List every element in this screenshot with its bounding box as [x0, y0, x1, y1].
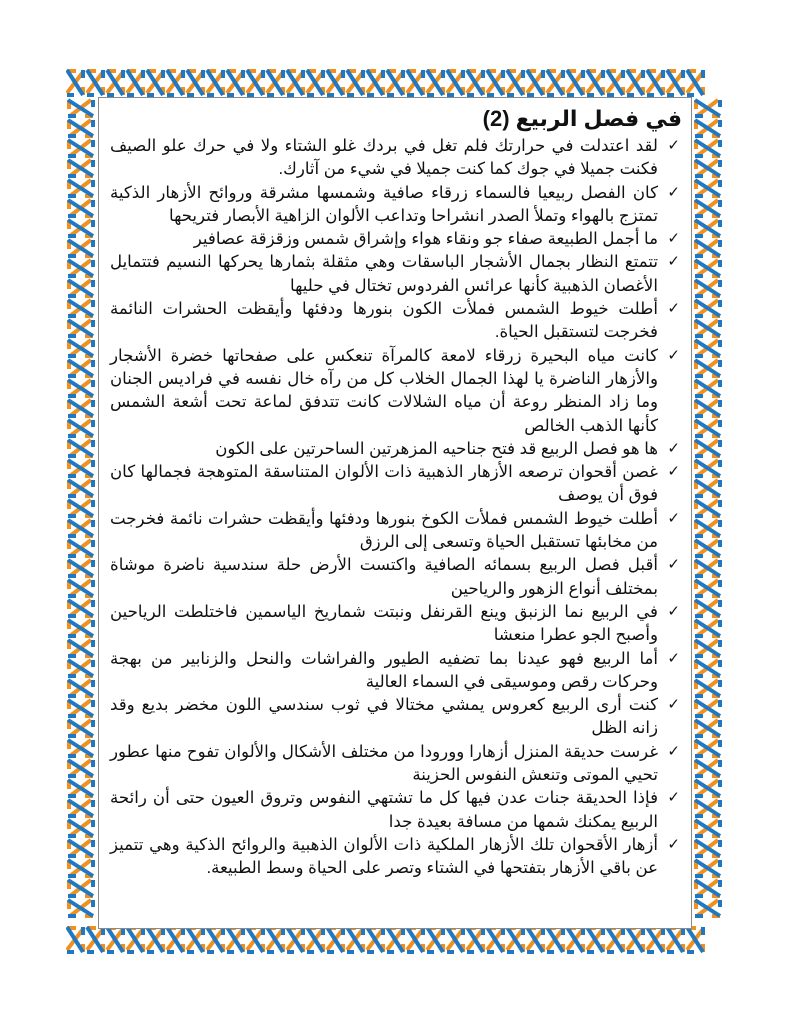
list-item — [110, 786, 682, 833]
knot-tile — [667, 70, 683, 95]
knot-tile — [68, 220, 93, 236]
list-item-text: ما أجمل الطبيعة صفاء جو ونقاء هواء وإشراق شمس وزقزقة عصافير — [193, 229, 658, 249]
knot-tile — [267, 927, 283, 952]
knot-tile — [68, 700, 93, 716]
knot-tile — [547, 927, 563, 952]
knot-tile — [487, 927, 503, 952]
knot-tile — [695, 180, 720, 196]
knot-tile — [227, 70, 243, 95]
knot-tile — [147, 927, 163, 952]
knot-tile — [407, 70, 423, 95]
knot-tile — [507, 70, 523, 95]
knot-tile — [367, 70, 383, 95]
list-item-text: أما الربيع فهو عيدنا بما تضفيه الطيور والفراشات والنحل والزنابير من بهجة وحركات رقص وموسيقى في السماء العالية — [110, 648, 658, 691]
knot-tile — [695, 120, 720, 136]
knot-tile — [68, 360, 93, 376]
knot-tile — [627, 70, 643, 95]
knot-tile — [68, 500, 93, 516]
knot-tile — [68, 380, 93, 396]
knot-tile — [695, 580, 720, 596]
checkmark-icon: ✓ — [667, 438, 680, 457]
knot-tile — [68, 780, 93, 796]
knot-tile — [467, 927, 483, 952]
knot-tile — [695, 420, 720, 436]
knot-tile — [207, 70, 223, 95]
knot-tile — [695, 840, 720, 856]
knot-tile — [695, 600, 720, 616]
knot-tile — [695, 400, 720, 416]
knot-tile — [247, 927, 263, 952]
list-item — [110, 437, 682, 460]
list-item — [110, 181, 682, 228]
knot-tile — [407, 927, 423, 952]
knot-tile — [68, 280, 93, 296]
knot-tile — [667, 927, 683, 952]
knot-tile — [68, 140, 93, 156]
knot-tile — [68, 120, 93, 136]
knot-tile — [647, 927, 663, 952]
list-item-text: أقبل فصل الربيع بسمائه الصافية واكتست الأرض حلة سندسية ناضرة موشاة بمختلف أنواع الزهور والرياحين — [110, 555, 658, 598]
knot-tile — [347, 927, 363, 952]
list-item — [110, 647, 682, 694]
list-item — [110, 693, 682, 740]
knot-tile — [695, 520, 720, 536]
list-item — [110, 460, 682, 507]
knot-tile — [68, 180, 93, 196]
knot-tile — [607, 70, 623, 95]
knot-tile — [627, 927, 643, 952]
list-item — [110, 833, 682, 880]
knot-tile — [87, 70, 103, 95]
knot-tile — [68, 840, 93, 856]
knot-tile — [507, 927, 523, 952]
knot-tile — [68, 160, 93, 176]
knot-tile — [607, 927, 623, 952]
list-item-text: غصن أقحوان ترصعه الأزهار الذهبية ذات الألوان المتناسقة المتوهجة فجمالها كان فوق أن يوصف — [110, 462, 658, 505]
knot-tile — [68, 820, 93, 836]
list-item — [110, 250, 682, 297]
knot-tile — [68, 580, 93, 596]
knot-tile — [567, 927, 583, 952]
knot-tile — [695, 440, 720, 456]
knot-tile — [567, 70, 583, 95]
knot-tile — [68, 260, 93, 276]
knot-tile — [68, 660, 93, 676]
knot-tile — [695, 880, 720, 896]
knot-tile — [427, 927, 443, 952]
knot-tile — [247, 70, 263, 95]
knot-tile — [695, 280, 720, 296]
knot-tile — [695, 500, 720, 516]
list-item — [110, 344, 682, 437]
bullet-list — [110, 134, 682, 880]
knot-tile — [447, 927, 463, 952]
knot-tile — [695, 160, 720, 176]
knot-tile — [695, 800, 720, 816]
list-item — [110, 134, 682, 181]
knot-tile — [68, 860, 93, 876]
knot-tile — [367, 927, 383, 952]
knot-tile — [347, 70, 363, 95]
knot-tile — [695, 260, 720, 276]
knot-tile — [267, 70, 283, 95]
knot-tile — [68, 680, 93, 696]
knot-tile — [427, 70, 443, 95]
knot-tile — [695, 100, 720, 116]
knot-tile — [68, 440, 93, 456]
knot-tile — [167, 927, 183, 952]
knot-tile — [695, 760, 720, 776]
knot-tile — [695, 640, 720, 656]
knot-tile — [68, 460, 93, 476]
knot-tile — [287, 70, 303, 95]
knot-tile — [68, 640, 93, 656]
knot-tile — [167, 70, 183, 95]
knot-tile — [695, 560, 720, 576]
knot-tile — [68, 600, 93, 616]
knot-tile — [107, 70, 123, 95]
knot-tile — [68, 300, 93, 316]
list-item-text: لقد اعتدلت في حرارتك فلم تغل في بردك غلو الشتاء ولا في حرك علو الصيف فكنت جميلا في جوك كما كنت جميلا في شيء من آثارك. — [110, 136, 658, 179]
knot-tile — [68, 800, 93, 816]
list-item — [110, 297, 682, 344]
knot-tile — [327, 927, 343, 952]
page-title: في فصل الربيع (2) — [482, 106, 682, 131]
knot-tile — [68, 720, 93, 736]
list-item-text: أطلت خيوط الشمس فملأت الكوخ بنورها ودفئها وأيقظت حشرات نائمة فخرجت من مخابئها تستقبل الحياة وتسعى إلى الرزق — [110, 508, 658, 552]
knot-tile — [68, 620, 93, 636]
checkmark-icon: ✓ — [667, 834, 680, 853]
list-item-text: كنت أرى الربيع كعروس يمشي مختالا في ثوب سندسي اللون مخضر بديع وقد زانه الظل — [110, 695, 658, 738]
knot-tile — [68, 340, 93, 356]
list-item-text: كانت مياه البحيرة زرقاء لامعة كالمرآة تنعكس على صفحاتها خضرة الأشجار والأزهار الناضرة يا لهذا الجمال الخلاب كل من رآه خال نفسه في فراديس الجنان وما زاد المنظر روعة أن مياه الشلالات كانت تتدفق لماعة تحت أشعة الشمس كأنها الذهب الخالص — [110, 345, 658, 435]
checkmark-icon: ✓ — [667, 345, 680, 364]
knot-tile — [68, 320, 93, 336]
list-item-text: كان الفصل ربيعيا فالسماء زرقاء صافية وشمسها مشرقة وروائح الأزهار الذكية تمتزج بالهواء وتملأ الصدر انشراحا وتداعب الألوان الزاهية الأبصار فتريحها — [110, 182, 658, 225]
checkmark-icon: ✓ — [667, 462, 680, 481]
knot-tile — [695, 360, 720, 376]
knot-tile — [127, 927, 143, 952]
knot-tile — [387, 927, 403, 952]
knot-tile — [695, 140, 720, 156]
list-item-text: تتمتع النظار بجمال الأشجار الباسقات وهي مثقلة بثمارها يحركها النسيم فتتمايل الأغصان الذهبية كأنها عرائس الفردوس تختال في حليها — [110, 252, 658, 295]
knot-tile — [307, 927, 323, 952]
knot-tile — [207, 927, 223, 952]
checkmark-icon: ✓ — [667, 229, 680, 248]
knot-tile — [68, 900, 93, 916]
knot-tile — [68, 480, 93, 496]
knot-tile — [68, 420, 93, 436]
knot-tile — [68, 560, 93, 576]
knot-tile — [68, 100, 93, 116]
knot-tile — [695, 680, 720, 696]
knot-tile — [695, 480, 720, 496]
knot-tile — [68, 880, 93, 896]
knot-tile — [527, 70, 543, 95]
knot-tile — [327, 70, 343, 95]
knot-tile — [68, 520, 93, 536]
knot-tile — [695, 460, 720, 476]
list-item-text: أزهار الأقحوان تلك الأزهار الملكية ذات الألوان الذهبية والروائح الذكية وهي تتميز عن باقي الأزهار بتفتحها في الشتاء وتصر على الحياة وسط الطبيعة. — [110, 834, 658, 878]
knot-tile — [695, 300, 720, 316]
list-item-text: أطلت خيوط الشمس فملأت الكون بنورها ودفئها وأيقظت الحشرات النائمة فخرجت لتستقبل الحياة. — [110, 299, 658, 342]
knot-tile — [695, 700, 720, 716]
knot-tile — [695, 780, 720, 796]
knot-tile — [695, 660, 720, 676]
list-item-text: في الربيع نما الزنبق وينع القرنفل ونبتت شماريخ الياسمين فاختلطت الرياحين وأصبح الجو عطرا منعشا — [110, 601, 658, 645]
knot-tile — [695, 220, 720, 236]
knot-tile — [587, 927, 603, 952]
knot-tile — [68, 200, 93, 216]
knot-tile — [687, 70, 703, 95]
knot-tile — [387, 70, 403, 95]
knot-tile — [287, 927, 303, 952]
knot-tile — [307, 70, 323, 95]
knot-tile — [68, 400, 93, 416]
checkmark-icon: ✓ — [667, 788, 680, 807]
knot-tile — [127, 70, 143, 95]
list-item — [110, 740, 682, 787]
knot-tile — [527, 927, 543, 952]
checkmark-icon: ✓ — [667, 182, 680, 201]
checkmark-icon: ✓ — [667, 252, 680, 271]
list-item — [110, 507, 682, 554]
knot-tile — [695, 380, 720, 396]
knot-tile — [695, 620, 720, 636]
knot-tile — [227, 927, 243, 952]
knot-tile — [67, 70, 83, 95]
knot-tile — [187, 70, 203, 95]
checkmark-icon: ✓ — [667, 648, 680, 667]
knot-tile — [87, 927, 103, 952]
knot-tile — [68, 740, 93, 756]
list-item-text: غرست حديقة المنزل أزهارا وورودا من مختلف الأشكال والألوان تفوح منها عطور تحيي الموتى وتنعش النفوس الحزينة — [110, 741, 658, 785]
knot-tile — [687, 927, 703, 952]
knot-tile — [695, 860, 720, 876]
list-item — [110, 227, 682, 250]
knot-tile — [695, 740, 720, 756]
knot-tile — [695, 200, 720, 216]
knot-tile — [68, 240, 93, 256]
list-item-text: فإذا الحديقة جنات عدن فيها كل ما تشتهي النفوس وتروق العيون حتى أن رائحة الربيع يمكنك شمها من مسافة بعيدة جدا — [110, 788, 658, 831]
knot-tile — [695, 340, 720, 356]
checkmark-icon: ✓ — [667, 695, 680, 714]
list-item — [110, 600, 682, 647]
knot-tile — [695, 820, 720, 836]
knot-tile — [107, 927, 123, 952]
knot-tile — [187, 927, 203, 952]
list-item-text: ها هو فصل الربيع قد فتح جناحيه المزهرتين الساحرتين على الكون — [215, 438, 658, 458]
knot-tile — [487, 70, 503, 95]
knot-tile — [695, 540, 720, 556]
knot-tile — [67, 927, 83, 952]
checkmark-icon: ✓ — [667, 299, 680, 318]
document-body — [110, 104, 682, 880]
checkmark-icon: ✓ — [667, 741, 680, 760]
knot-tile — [68, 540, 93, 556]
checkmark-icon: ✓ — [667, 601, 680, 620]
knot-tile — [695, 320, 720, 336]
knot-tile — [467, 70, 483, 95]
knot-tile — [695, 720, 720, 736]
knot-tile — [547, 70, 563, 95]
knot-tile — [647, 70, 663, 95]
knot-tile — [147, 70, 163, 95]
knot-tile — [587, 70, 603, 95]
checkmark-icon: ✓ — [667, 136, 680, 154]
checkmark-icon: ✓ — [667, 555, 680, 574]
knot-tile — [447, 70, 463, 95]
knot-tile — [695, 900, 720, 916]
list-item — [110, 553, 682, 600]
knot-tile — [695, 240, 720, 256]
knot-tile — [68, 760, 93, 776]
checkmark-icon: ✓ — [667, 508, 680, 527]
